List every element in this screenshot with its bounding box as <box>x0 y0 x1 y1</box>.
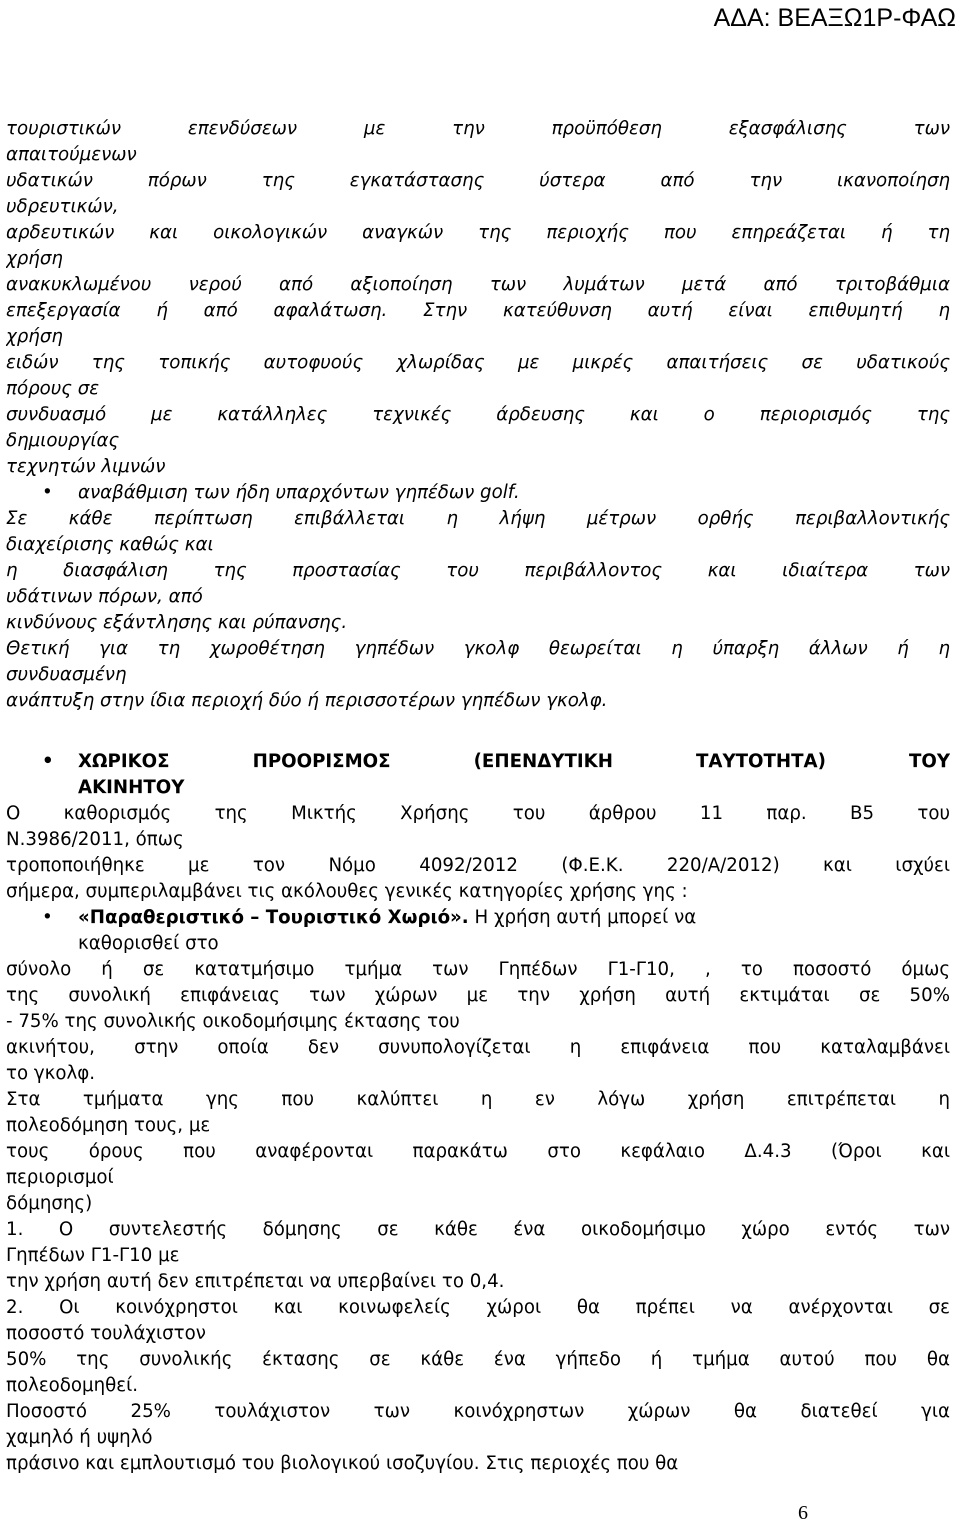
page-number: 6 <box>798 1502 808 1524</box>
text-line: - 75% της συνολικής οικοδομήσιμης έκτασης του <box>6 1011 460 1032</box>
text-line: της συνολική επιφάνειας των χώρων με την χρήση αυτή εκτιμάται σε 50% <box>6 985 950 1006</box>
text-line: αρδευτικών και οικολογικών αναγκών της περιοχής που επηρεάζεται ή τη <box>6 222 950 243</box>
text-line: η διασφάλιση της προστασίας του περιβάλλοντος και ιδιαίτερα των <box>6 560 950 581</box>
text-line: χρήση <box>6 248 63 269</box>
text-line: Σε κάθε περίπτωση επιβάλλεται η λήψη μέτρων ορθής περιβαλλοντικής <box>6 508 950 529</box>
text-line: Γηπέδων Γ1-Γ10 με <box>6 1245 180 1266</box>
text-line: ανάπτυξη στην ίδια περιοχή δύο ή περισσοτέρων γηπέδων γκολφ. <box>6 690 608 711</box>
bullet-item-cont: καθορισθεί στο <box>78 933 219 954</box>
text-line: σύνολο ή σε κατατμήσιμο τμήμα των Γηπέδων Γ1-Γ10, , το ποσοστό όμως <box>6 959 950 980</box>
text-line: Ο καθορισμός της Μικτής Χρήσης του άρθρου 11 παρ. Β5 του <box>6 803 950 824</box>
text-line: πράσινο και εμπλουτισμό του βιολογικού ισοζυγίου. Στις περιοχές που θα <box>6 1453 679 1474</box>
text-line: τουριστικών επενδύσεων με την προϋπόθεση εξασφάλισης των <box>6 118 950 139</box>
text-line: πολεοδομηθεί. <box>6 1375 139 1396</box>
text-line: χαμηλό ή υψηλό <box>6 1427 153 1448</box>
text-line: χρήση <box>6 326 63 347</box>
ada-header: ΑΔΑ: ΒΕΑΞΩ1Ρ-ΦΑΩ <box>713 4 956 32</box>
bullet-bold-title: «Παραθεριστικό – Τουριστικό Χωριό». <box>78 907 469 928</box>
text-line: τους όρους που αναφέρονται παρακάτω στο κεφάλαιο Δ.4.3 (Όροι και <box>6 1141 950 1162</box>
document-body <box>6 116 950 1477</box>
text-line: υδρευτικών, <box>6 196 119 217</box>
text-line: δόμησης) <box>6 1193 93 1214</box>
text-line: πολεοδόμηση τους, με <box>6 1115 211 1136</box>
section-heading-cont: ΑΚΙΝΗΤΟΥ <box>78 777 185 798</box>
text-line: τεχνητών λιμνών <box>6 456 166 477</box>
text-line: Στα τμήματα γης που καλύπτει η εν λόγω χρήση επιτρέπεται η <box>6 1089 950 1110</box>
text-line: συνδυασμένη <box>6 664 127 685</box>
text-line: ανακυκλωμένου νερού από αξιοποίηση των λυμάτων μετά από τριτοβάθμια <box>6 274 950 295</box>
text-line: 1. Ο συντελεστής δόμησης σε κάθε ένα οικοδομήσιμο χώρο εντός των <box>6 1219 950 1240</box>
text-line: ακινήτου, στην οποία δεν συνυπολογίζεται η επιφάνεια που καταλαμβάνει <box>6 1037 950 1058</box>
text-line: Ν.3986/2011, όπως <box>6 829 184 850</box>
bullet-text: Η χρήση αυτή μπορεί να <box>468 907 697 928</box>
text-line: δημιουργίας <box>6 430 120 451</box>
text-line: περιορισμοί <box>6 1167 114 1188</box>
text-line: απαιτούμενων <box>6 144 137 165</box>
text-line: τροποποιήθηκε με τον Νόμο 4092/2012 (Φ.Ε.Κ. 220/Α/2012) και ισχύει <box>6 855 950 876</box>
text-line: την χρήση αυτή δεν επιτρέπεται να υπερβαίνει το 0,4. <box>6 1271 505 1292</box>
text-line: 50% της συνολικής έκτασης σε κάθε ένα γήπεδο ή τμήμα αυτού που θα <box>6 1349 950 1370</box>
text-line: το γκολφ. <box>6 1063 96 1084</box>
section-heading: • ΧΩΡΙΚΟΣ ΠΡΟΟΡΙΣΜΟΣ (ΕΠΕΝΔΥΤΙΚΗ ΤΑΥΤΟΤΗΤΑ) ΤΟΥ <box>6 749 950 775</box>
bullet-item: • αναβάθμιση των ήδη υπαρχόντων γηπέδων golf. <box>6 480 950 506</box>
text-line: Θετική για τη χωροθέτηση γηπέδων γκολφ θεωρείται η ύπαρξη άλλων ή η <box>6 638 950 659</box>
text-line: ειδών της τοπικής αυτοφυούς χλωρίδας με μικρές απαιτήσεις σε υδατικούς <box>6 352 950 373</box>
text-line: επεξεργασία ή από αφαλάτωση. Στην κατεύθυνση αυτή είναι επιθυμητή η <box>6 300 950 321</box>
text-line: Ποσοστό 25% τουλάχιστον των κοινόχρηστων χώρων θα διατεθεί για <box>6 1401 950 1422</box>
text-line: ποσοστό τουλάχιστον <box>6 1323 206 1344</box>
text-line: διαχείρισης καθώς και <box>6 534 214 555</box>
text-line: πόρους σε <box>6 378 100 399</box>
text-line: κινδύνους εξάντλησης και ρύπανσης. <box>6 612 348 633</box>
text-line: υδάτινων πόρων, από <box>6 586 203 607</box>
spacer <box>6 714 950 749</box>
text-line: 2. Οι κοινόχρηστοι και κοινωφελείς χώροι θα πρέπει να ανέρχονται σε <box>6 1297 950 1318</box>
bullet-item <box>6 905 950 931</box>
text-line: συνδυασμό με κατάλληλες τεχνικές άρδευσης και ο περιορισμός της <box>6 404 950 425</box>
text-line: σήμερα, συμπεριλαμβάνει τις ακόλουθες γενικές κατηγορίες χρήσης γης : <box>6 881 688 902</box>
text-line: υδατικών πόρων της εγκατάστασης ύστερα από την ικανοποίηση <box>6 170 950 191</box>
